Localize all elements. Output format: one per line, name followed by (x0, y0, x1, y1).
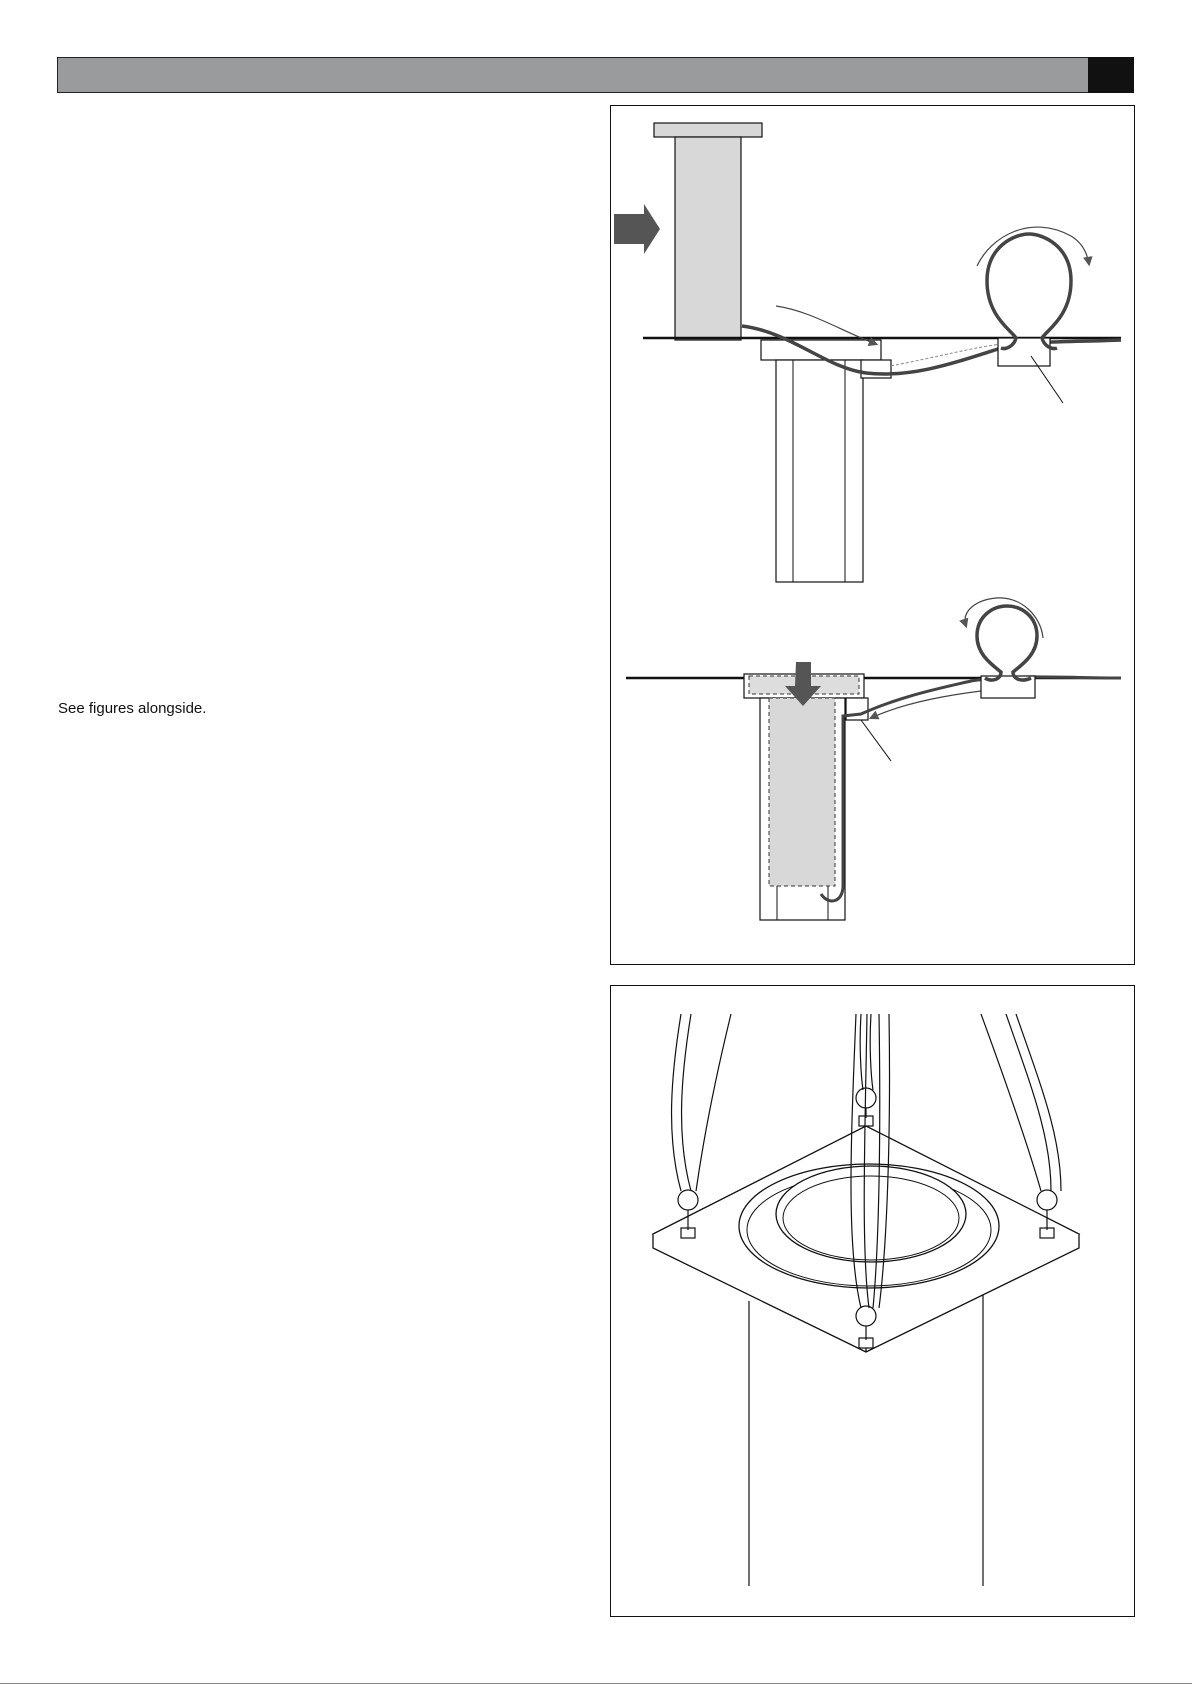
mounting-plate-illustration (611, 986, 1134, 1616)
figure-mounting-plate (610, 985, 1135, 1617)
figure-cable-insertion (610, 105, 1135, 965)
cable-insertion-illustration (611, 106, 1134, 964)
figure-caption: See figures alongside. (58, 700, 207, 717)
header-page-tab (1088, 57, 1134, 93)
bottom-rule (0, 1683, 1192, 1684)
header-bar (57, 57, 1089, 93)
